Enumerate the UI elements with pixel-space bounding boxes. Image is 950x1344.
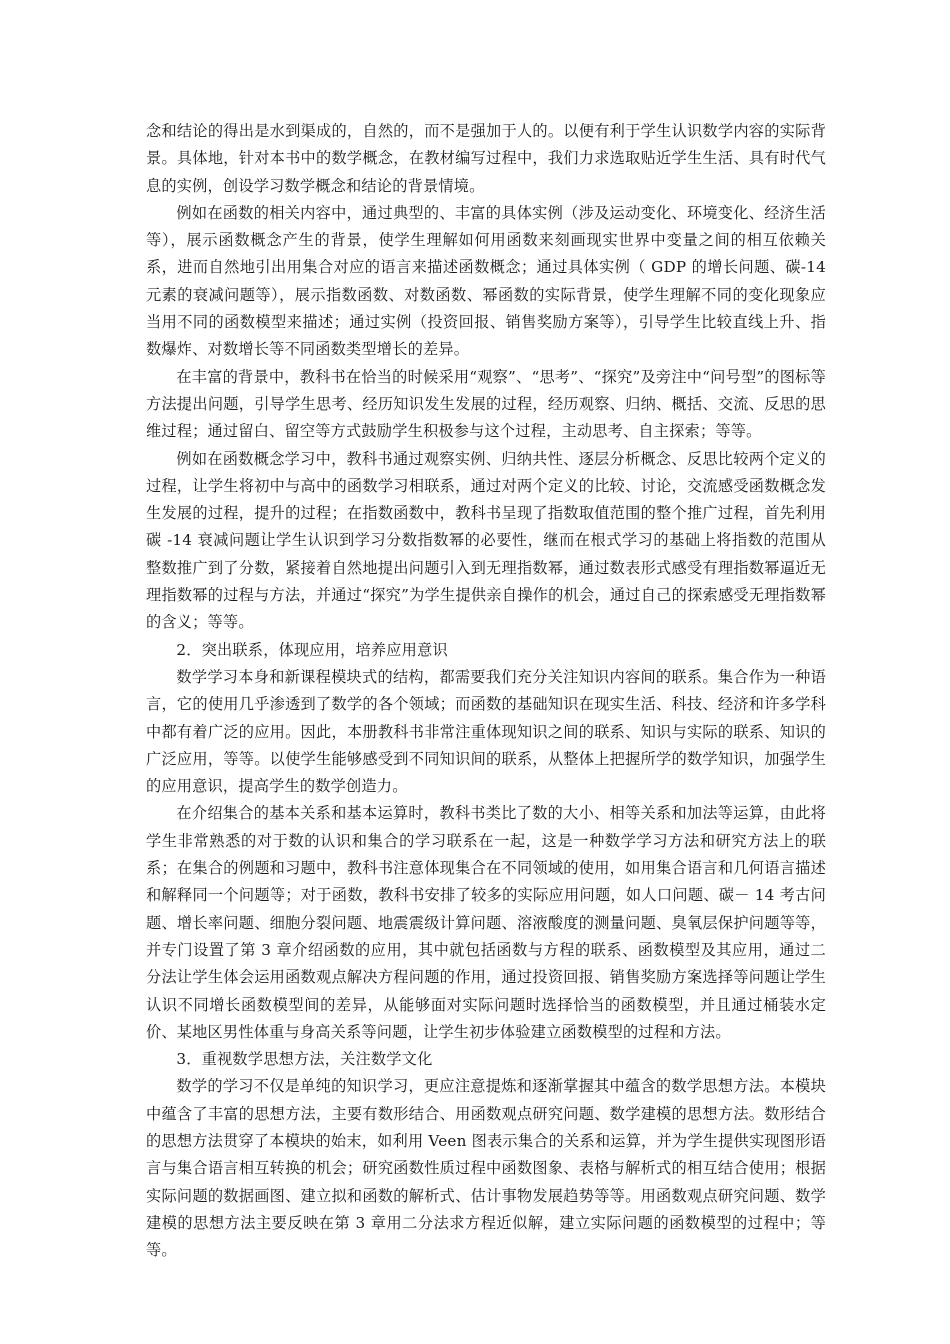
paragraph-6: 在介绍集合的基本关系和基本运算时，教科书类比了数的大小、相等关系和加法等运算，由此将学生非常熟悉的对于数的认识和集合的学习联系在一起，这是一种数学学习方法和研究方法上的联系；在集合的例题和习题中，教科书注意体现集合在不同领域的使用，如用集合语言和几何语言描述和解释同一个问题等；对于函数，教科书安排了较多的实际应用问题，如人口问题、碳－ 14 考古问题、增长率问题、细胞分裂问题、地震震级计算问题、溶液酸度的测量问题、臭氧层保护问题等等，并专门设置了第 3 章介绍函数的应用，其中就包括函数与方程的联系、函数模型及其应用，通过二分法让学生体会运用函数观点解决方程问题的作用，通过投资回报、销售奖励方案选择等问题让学生认识不同增长函数模型间的差异，从能够面对实际问题时选择恰当的函数模型，并且通过桶装水定价、某地区男性体重与身高关系等问题，让学生初步体验建立函数模型的过程和方法。 <box>146 804 826 1041</box>
document-body <box>146 118 826 1264</box>
paragraph-3: 在丰富的背景中，教科书在恰当的时候采用“观察”、“思考”、“探究”及旁注中“问号型”的图标等方法提出问题，引导学生思考、经历知识发生发展的过程，经历观察、归纳、概括、交流、反思的思维过程；通过留白、留空等方式鼓励学生积极参与这个过程，主动思考、自主探索；等等。 <box>146 367 826 441</box>
paragraph-4: 例如在函数概念学习中，教科书通过观察实例、归纳共性、逐层分析概念、反思比较两个定义的过程，让学生将初中与高中的函数学习相联系，通过对两个定义的比较、讨论，交流感受函数概念发生发展的过程，提升的过程；在指数函数中，教科书呈现了指数取值范围的整个推广过程，首先利用碳 -14 衰减问题让学生认识到学习分数指数幂的必要性，继而在根式学习的基础上将指数的范围从整数推广到了分数，紧接着自然地提出问题引入到无理指数幂，通过数表形式感受有理指数幂逼近无理指数幂的过程与方法，并通过“探究”为学生提供亲自操作的机会，通过自己的探索感受无理指数幂的含义；等等。 <box>146 449 826 632</box>
paragraph-2: 例如在函数的相关内容中，通过典型的、丰富的具体实例（涉及运动变化、环境变化、经济生活等），展示函数概念产生的背景，使学生理解如何用函数来刻画现实世界中变量之间的相互依赖关系，进而自然地引出用集合对应的语言来描述函数概念；通过具体实例（ GDP 的增长问题、碳-14 元素的衰减问题等），展示指数函数、对数函数、幂函数的实际背景，使学生理解不同的变化现象应当用不同的函数模型来描述；通过实例（投资回报、销售奖励方案等），引导学生比较直线上升、指数爆炸、对数增长等不同函数类型增长的差异。 <box>146 203 826 359</box>
section-heading-3: 3．重视数学思想方法，关注数学文化 <box>176 1050 433 1069</box>
paragraph-7: 数学的学习不仅是单纯的知识学习，更应注意提炼和逐渐掌握其中蕴含的数学思想方法。本模块中蕴含了丰富的思想方法，主要有数形结合、用函数观点研究问题、数学建模的思想方法。数形结合的思想方法贯穿了本模块的始末，如利用 Veen 图表示集合的关系和运算，并为学生提供实现图形语言与集合语言相互转换的机会；研究函数性质过程中函数图象、表格与解析式的相互结合使用；根据实际问题的数据画图、建立拟和函数的解析式、估计事物发展趋势等等。用函数观点研究问题、数学建模的思想方法主要反映在第 3 章用二分法求方程近似解，建立实际问题的函数模型的过程中；等等。 <box>146 1077 826 1260</box>
paragraph-1: 念和结论的得出是水到渠成的，自然的，而不是强加于人的。以便有利于学生认识数学内容的实际背景。具体地，针对本书中的数学概念，在教材编写过程中，我们力求选取贴近学生生活、具有时代气息的实例，创设学习数学概念和结论的背景情境。 <box>146 122 826 195</box>
paragraph-5: 数学学习本身和新课程模块式的结构，都需要我们充分关注知识内容间的联系。集合作为一种语言，它的使用几乎渗透到了数学的各个领域；而函数的基础知识在现实生活、科技、经济和许多学科中都有着广泛的应用。因此，本册教科书非常注重体现知识之间的联系、知识与实际的联系、知识的广泛应用，等等。以使学生能够感受到不同知识间的联系，从整体上把握所学的数学知识，加强学生的应用意识，提高学生的数学创造力。 <box>146 667 826 796</box>
section-heading-2: 2．突出联系，体现应用，培养应用意识 <box>176 640 448 659</box>
